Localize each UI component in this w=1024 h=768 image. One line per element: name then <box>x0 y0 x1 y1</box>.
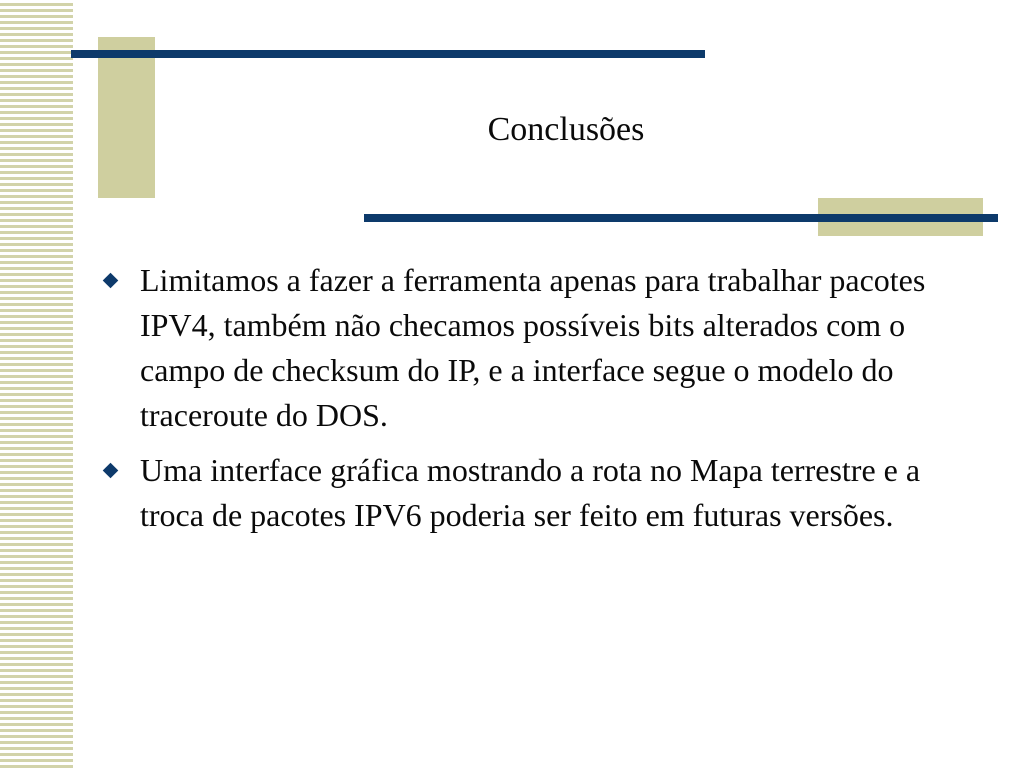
diamond-bullet-icon <box>103 463 119 479</box>
bullet-text: Uma interface gráfica mostrando a rota no Mapa terrestre e a troca de pacotes IPV6 poderia ser feito em futuras versões. <box>140 452 921 533</box>
bullet-list <box>103 258 983 548</box>
decorative-stripe-band <box>0 0 73 768</box>
bullet-item <box>103 448 983 538</box>
title-rule-top <box>71 50 705 58</box>
decorative-khaki-block <box>98 37 155 198</box>
bullet-text: Limitamos a fazer a ferramenta apenas para trabalhar pacotes IPV4, também não checamos possíveis bits alterados com o campo de checksum do IP, e a interface segue o modelo do traceroute do DOS. <box>140 262 926 433</box>
slide-title: Conclusões <box>487 111 645 148</box>
title-rule-bottom <box>364 214 998 222</box>
bullet-item <box>103 258 983 438</box>
diamond-bullet-icon <box>103 273 119 289</box>
